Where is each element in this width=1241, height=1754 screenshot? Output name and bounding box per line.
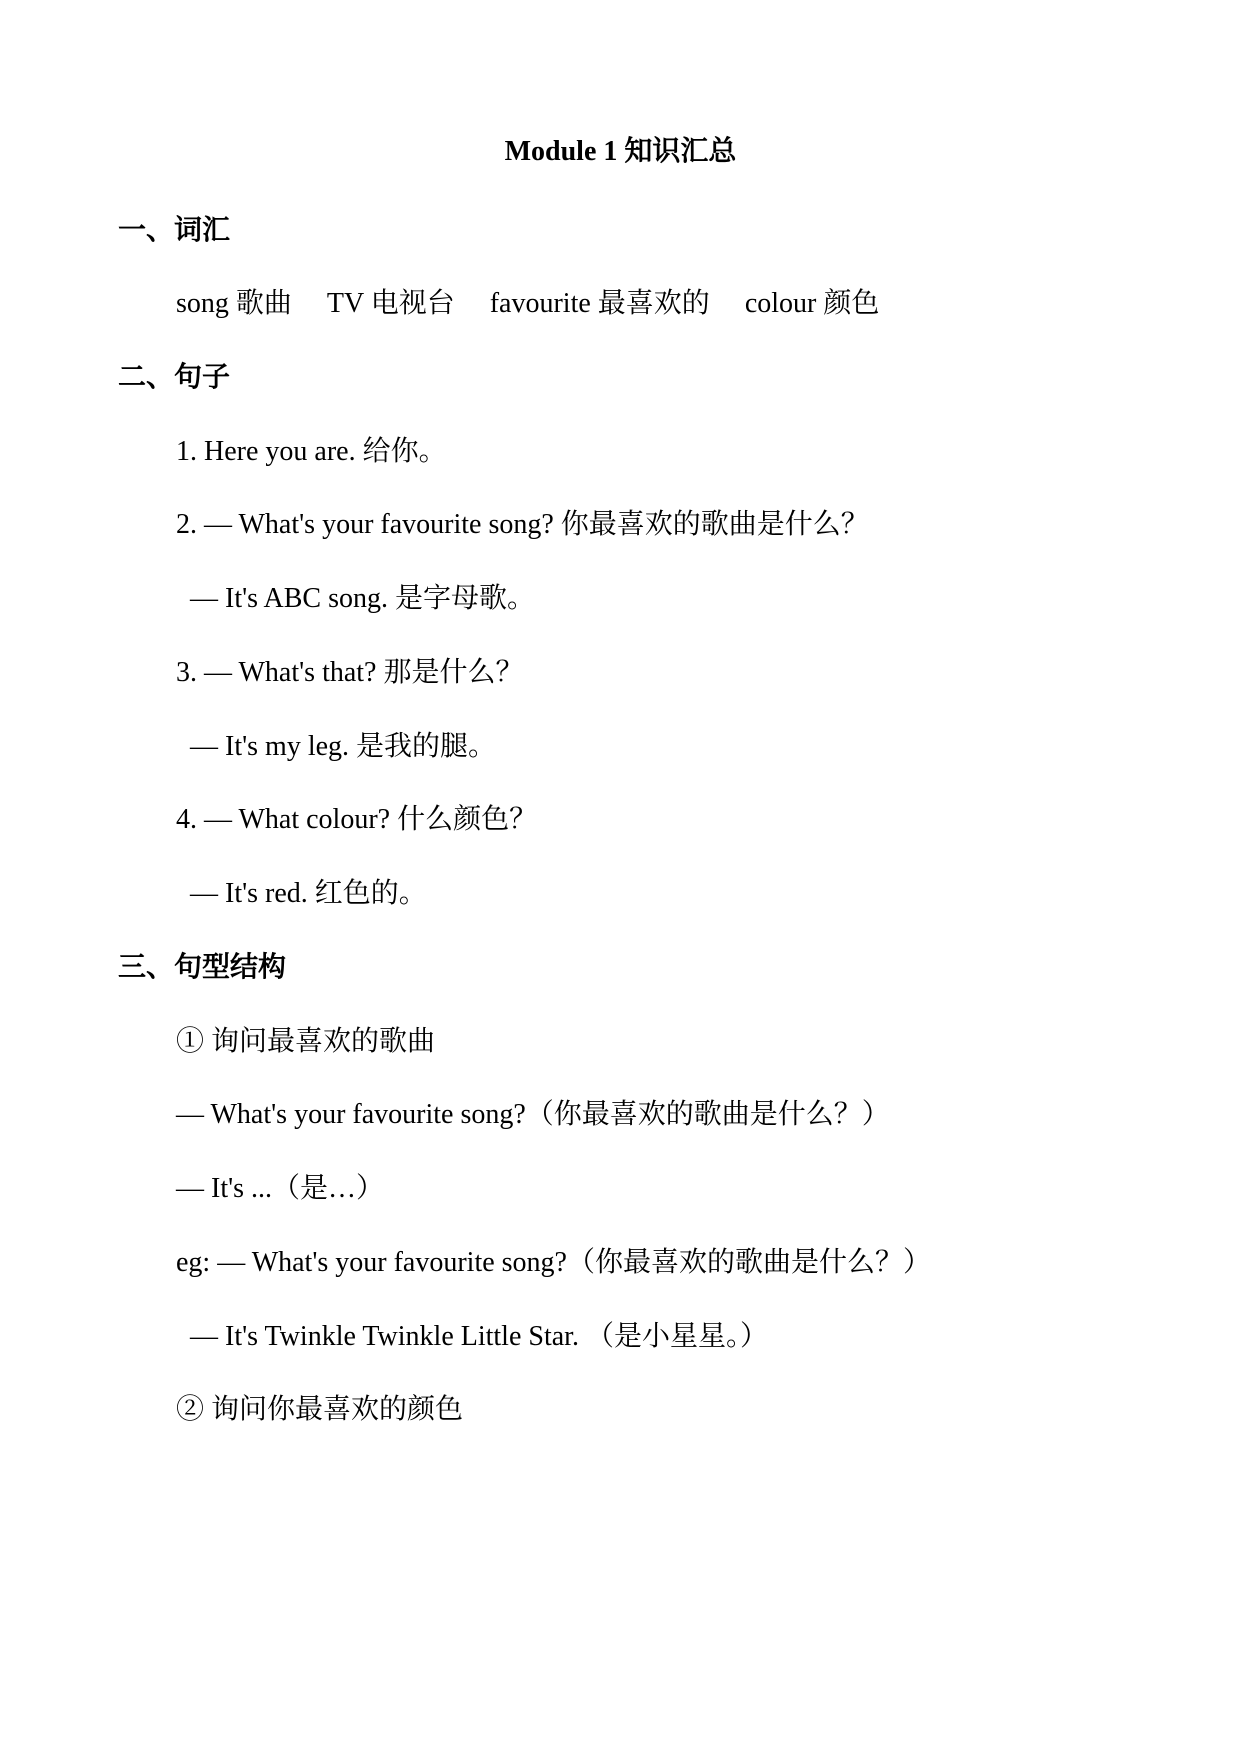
sentence-line: 4. — What colour? 什么颜色？ [176, 804, 538, 835]
pattern-line: — It's ...（是…） [176, 1173, 385, 1204]
vocabulary-list [176, 286, 879, 322]
section-heading-patterns: 三、句型结构 [118, 952, 287, 983]
pattern-line: ① 询问最喜欢的歌曲 [176, 1026, 436, 1057]
section-heading-vocabulary: 一、词汇 [118, 215, 231, 246]
section-heading-sentences: 二、句子 [118, 362, 231, 393]
vocabulary-item-colour: colour 颜色 [744, 288, 880, 319]
page-title: Module 1 知识汇总 [504, 136, 737, 167]
sentence-line: 2. — What's your favourite song? 你最喜欢的歌曲是什么？ [176, 509, 869, 540]
pattern-line: — What's your favourite song?（你最喜欢的歌曲是什么？） [176, 1099, 890, 1130]
sentence-line: 1. Here you are. 给你。 [176, 436, 447, 467]
pattern-line: eg: — What's your favourite song?（你最喜欢的歌曲是什么？） [176, 1247, 931, 1278]
vocabulary-item-song: song 歌曲 [176, 288, 292, 319]
sentence-line: 3. — What's that? 那是什么？ [176, 657, 524, 688]
sentence-line: — It's my leg. 是我的腿。 [190, 731, 497, 762]
pattern-line: — It's Twinkle Twinkle Little Star. （是小星星。） [190, 1321, 768, 1352]
pattern-line: ② 询问你最喜欢的颜色 [176, 1394, 464, 1425]
vocabulary-item-tv: TV 电视台 [326, 288, 455, 319]
sentence-line: — It's red. 红色的。 [190, 878, 427, 909]
sentence-line: — It's ABC song. 是字母歌。 [190, 583, 535, 614]
vocabulary-item-favourite: favourite 最喜欢的 [489, 288, 710, 319]
